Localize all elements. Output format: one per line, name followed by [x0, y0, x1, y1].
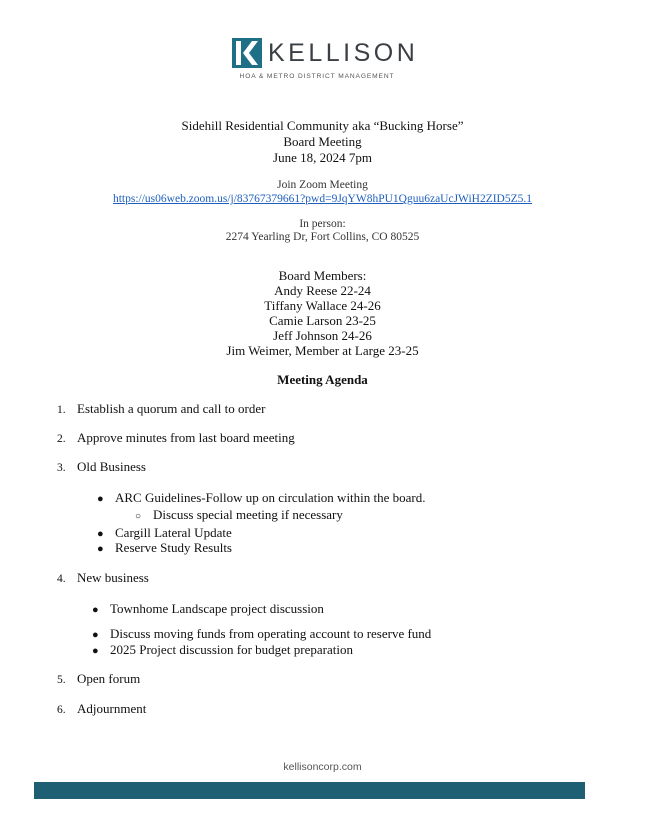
old-business-bullet — [97, 490, 426, 507]
meeting-address: 2274 Yearling Dr, Fort Collins, CO 80525 — [225, 231, 420, 243]
old-business-sub-bullet — [135, 507, 343, 525]
bullet-text: ARC Guidelines-Follow up on circulation within the board. — [115, 490, 426, 505]
bullet-icon: ● — [92, 629, 99, 641]
board-member: Jeff Johnson 24-26 — [273, 328, 372, 343]
footer-website: kellisoncorp.com — [283, 761, 362, 773]
board-member: Tiffany Wallace 24-26 — [264, 298, 381, 313]
bullet-text: 2025 Project discussion for budget preparation — [110, 642, 353, 657]
board-members-title: Board Members: — [278, 268, 367, 283]
logo-wordmark: KELLISON — [268, 39, 419, 67]
agenda-item-text: Old Business — [77, 459, 146, 474]
agenda-item-text: Establish a quorum and call to order — [77, 401, 266, 416]
bullet-icon: ● — [92, 645, 99, 657]
board-member: Andy Reese 22-24 — [274, 283, 371, 298]
kellison-logo — [232, 38, 419, 86]
in-person-label: In person: — [299, 218, 346, 230]
agenda-item — [57, 671, 140, 688]
bullet-text: Discuss special meeting if necessary — [153, 507, 343, 522]
agenda-item — [57, 430, 295, 447]
bullet-icon: ● — [97, 543, 104, 555]
agenda-item-text: New business — [77, 570, 149, 585]
hollow-bullet-icon: ○ — [135, 511, 142, 522]
bullet-text: Townhome Landscape project discussion — [110, 601, 324, 616]
agenda-item-number: 4. — [57, 573, 66, 585]
footer-bar — [34, 782, 585, 799]
new-business-bullet — [92, 626, 431, 643]
meeting-type: Board Meeting — [283, 134, 362, 149]
agenda-item-number: 1. — [57, 404, 66, 416]
agenda-item — [57, 570, 149, 587]
bullet-icon: ● — [97, 493, 104, 505]
community-name: Sidehill Residential Community aka “Bucking Horse” — [181, 118, 464, 133]
zoom-meeting-link[interactable]: https://us06web.zoom.us/j/83767379661?pwd=9JqYW8hPU1Qguu6zaUcJWiH2ZID5Z5.1 — [112, 193, 533, 205]
new-business-bullet — [92, 642, 353, 659]
bullet-text: Cargill Lateral Update — [115, 525, 232, 540]
agenda-item-number: 3. — [57, 462, 66, 474]
agenda-title: Meeting Agenda — [277, 372, 368, 387]
agenda-item-number: 6. — [57, 704, 66, 716]
agenda-item — [57, 701, 146, 718]
logo-tagline: HOA & METRO DISTRICT MANAGEMENT — [239, 73, 395, 80]
board-member: Camie Larson 23-25 — [269, 313, 376, 328]
agenda-item-number: 2. — [57, 433, 66, 445]
agenda-item — [57, 401, 265, 418]
agenda-item-text: Adjournment — [77, 701, 147, 716]
meeting-date: June 18, 2024 7pm — [273, 150, 372, 165]
bullet-text: Reserve Study Results — [115, 540, 232, 555]
agenda-item-text: Approve minutes from last board meeting — [77, 430, 295, 445]
bullet-text: Discuss moving funds from operating account to reserve fund — [110, 626, 432, 641]
bullet-icon: ● — [97, 528, 104, 540]
old-business-bullet — [97, 540, 232, 557]
agenda-item — [57, 459, 146, 476]
kellison-k-icon — [232, 38, 262, 68]
zoom-label: Join Zoom Meeting — [277, 179, 368, 191]
agenda-item-text: Open forum — [77, 671, 141, 686]
agenda-item-number: 5. — [57, 674, 66, 686]
bullet-icon: ● — [92, 604, 99, 616]
board-member: Jim Weimer, Member at Large 23-25 — [226, 343, 419, 358]
new-business-bullet — [92, 601, 324, 618]
